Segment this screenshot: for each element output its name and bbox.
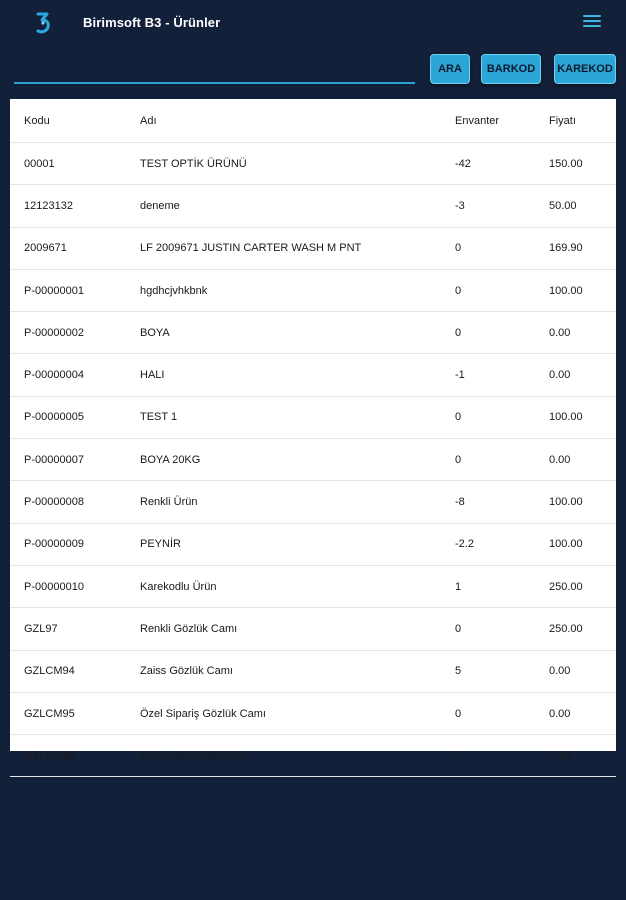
table-row[interactable]	[10, 693, 616, 735]
cell-fiyati: 0.00	[549, 665, 571, 678]
column-header-adi: Adı	[140, 114, 157, 127]
cell-envanter: 1	[455, 580, 462, 593]
birimsoft-logo-icon	[30, 9, 58, 37]
table-row[interactable]	[10, 312, 616, 354]
cell-adi: deneme	[140, 199, 180, 212]
cell-adi: TEST 1	[140, 411, 178, 424]
cell-adi: Numaralı Gözlük Camı	[140, 749, 252, 762]
cell-envanter: 0	[455, 707, 462, 720]
cell-fiyati: 100.00	[549, 538, 583, 551]
cell-kodu: P-00000005	[24, 411, 84, 424]
cell-adi: Renkli Ürün	[140, 496, 198, 509]
cell-kodu: GZLCM96	[24, 749, 75, 762]
table-row[interactable]	[10, 735, 616, 777]
table-row[interactable]	[10, 481, 616, 523]
column-header-envanter: Envanter	[455, 114, 500, 127]
cell-adi: TEST OPTİK ÜRÜNÜ	[140, 157, 247, 170]
cell-adi: PEYNİR	[140, 538, 181, 551]
cell-adi: HALI	[140, 369, 165, 382]
column-header-kodu: Kodu	[24, 114, 50, 127]
cell-envanter: -1	[455, 369, 465, 382]
cell-envanter: 0	[455, 411, 462, 424]
cell-envanter: -42	[455, 157, 471, 170]
cell-kodu: 2009671	[24, 242, 67, 255]
cell-kodu: P-00000001	[24, 284, 84, 297]
cell-kodu: P-00000002	[24, 326, 84, 339]
cell-envanter: 0	[455, 749, 462, 762]
search-input[interactable]	[14, 56, 415, 84]
cell-fiyati: 50.00	[549, 199, 577, 212]
cell-kodu: 12123132	[24, 199, 73, 212]
cell-adi: Zaiss Gözlük Camı	[140, 665, 233, 678]
cell-kodu: P-00000008	[24, 496, 84, 509]
search-button[interactable]: ARA	[430, 54, 470, 84]
table-row[interactable]	[10, 185, 616, 227]
cell-fiyati: 100.00	[549, 284, 583, 297]
cell-envanter: 0	[455, 326, 462, 339]
cell-fiyati: 150.00	[549, 157, 583, 170]
cell-adi: Renkli Gözlük Camı	[140, 622, 238, 635]
page-title: Birimsoft B3 - Ürünler	[83, 15, 221, 30]
qrcode-button[interactable]: KAREKOD	[554, 54, 616, 84]
cell-kodu: 00001	[24, 157, 55, 170]
cell-envanter: -8	[455, 496, 465, 509]
table-row[interactable]	[10, 608, 616, 650]
top-app-bar	[0, 0, 626, 46]
cell-fiyati: 250.00	[549, 580, 583, 593]
table-row[interactable]	[10, 228, 616, 270]
cell-kodu: P-00000010	[24, 580, 84, 593]
cell-kodu: GZLCM95	[24, 707, 75, 720]
cell-adi: LF 2009671 JUSTIN CARTER WASH M PNT	[140, 242, 362, 255]
cell-adi: BOYA 20KG	[140, 453, 201, 466]
hamburger-menu-icon[interactable]	[580, 12, 604, 34]
cell-envanter: -2.2	[455, 538, 474, 551]
cell-fiyati: 100.00	[549, 496, 583, 509]
table-row[interactable]	[10, 566, 616, 608]
table-row[interactable]	[10, 439, 616, 481]
cell-kodu: P-00000004	[24, 369, 84, 382]
cell-adi: Karekodlu Ürün	[140, 580, 217, 593]
cell-envanter: 0	[455, 242, 462, 255]
column-header-fiyati: Fiyatı	[549, 114, 576, 127]
table-header-row	[10, 99, 616, 143]
cell-fiyati: 100.00	[549, 411, 583, 424]
table-row[interactable]	[10, 143, 616, 185]
table-row[interactable]	[10, 651, 616, 693]
cell-fiyati: 0.00	[549, 707, 571, 720]
cell-envanter: 0	[455, 622, 462, 635]
cell-fiyati: 250.00	[549, 622, 583, 635]
cell-fiyati: 0.00	[549, 749, 571, 762]
cell-adi: hgdhcjvhkbnk	[140, 284, 208, 297]
cell-envanter: 0	[455, 284, 462, 297]
table-row[interactable]	[10, 397, 616, 439]
cell-kodu: P-00000007	[24, 453, 84, 466]
cell-kodu: P-00000009	[24, 538, 84, 551]
cell-kodu: GZL97	[24, 622, 58, 635]
cell-adi: BOYA	[140, 326, 170, 339]
cell-kodu: GZLCM94	[24, 665, 75, 678]
barcode-button[interactable]: BARKOD	[481, 54, 541, 84]
table-row[interactable]	[10, 354, 616, 396]
cell-envanter: -3	[455, 199, 465, 212]
cell-fiyati: 169.90	[549, 242, 583, 255]
table-body	[10, 143, 616, 777]
table-row[interactable]	[10, 524, 616, 566]
cell-fiyati: 0.00	[549, 453, 571, 466]
cell-adi: Özel Sipariş Gözlük Camı	[140, 707, 266, 720]
cell-envanter: 0	[455, 453, 462, 466]
product-table	[10, 99, 616, 762]
table-row[interactable]	[10, 270, 616, 312]
cell-fiyati: 0.00	[549, 326, 571, 339]
cell-fiyati: 0.00	[549, 369, 571, 382]
search-toolbar	[0, 46, 626, 96]
cell-envanter: 5	[455, 665, 462, 678]
